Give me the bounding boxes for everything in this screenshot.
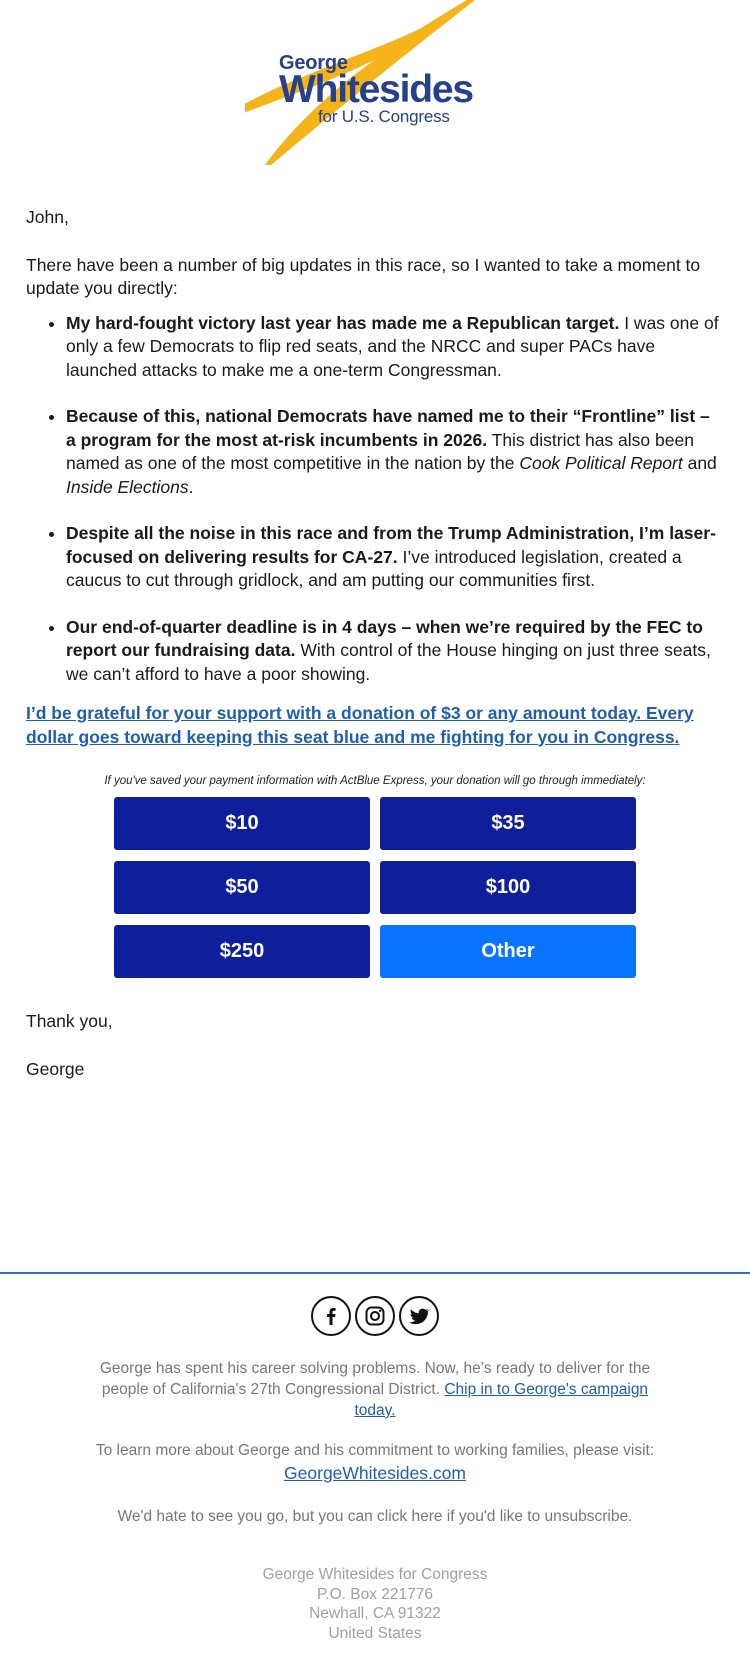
bullet-bold: Our end-of-quarter deadline is in 4 days – when we’re required by the FEC to report our fundraising data. <box>66 616 703 660</box>
donate-10-button[interactable]: $10 <box>114 797 370 850</box>
bullet-bold: Despite all the noise in this race and from the Trump Administration, I’m laser-focused on delivering results for CA-27. <box>66 523 716 567</box>
chip-in-link[interactable]: Chip in to George's campaign today. <box>354 1381 649 1419</box>
bullet-text: . <box>188 476 194 497</box>
intro-paragraph: There have been a number of big updates in this race, so I wanted to take a moment to update you directly: <box>26 254 701 298</box>
bullet-text: With control of the House hinging on just three seats, we can’t afford to have a poor showing. <box>66 640 711 684</box>
donation-buttons <box>114 797 636 978</box>
bullet-text: I’ve introduced legislation, created a caucus to cut through gridlock, and am putting our communities first. <box>66 546 682 590</box>
publication-name: Inside Elections <box>66 476 189 497</box>
logo-last-name: Whitesides <box>279 68 473 111</box>
donate-250-button[interactable]: $250 <box>114 925 370 978</box>
donate-other-button[interactable]: Other <box>380 925 636 978</box>
donate-cta-link[interactable]: I’d be grateful for your support with a donation of $3 or any amount today. Every dollar goes toward keeping this seat blue and me fighting for you in Congress. <box>26 703 694 747</box>
bullet-text: and <box>682 453 717 473</box>
facebook-icon[interactable] <box>311 1296 351 1336</box>
list-item <box>66 405 724 499</box>
address-line: United States <box>328 1624 422 1642</box>
bullet-bold: Because of this, national Democrats have named me to their “Frontline” list – a program for the most at-risk incumbents in 2026. <box>66 406 710 450</box>
footer-about <box>85 1358 665 1421</box>
donate-35-button[interactable]: $35 <box>380 797 636 850</box>
donate-100-button[interactable]: $100 <box>380 861 636 914</box>
footer-learn-more-text: To learn more about George and his commitment to working families, please visit: <box>95 1442 655 1459</box>
list-item <box>66 522 724 593</box>
donate-50-button[interactable]: $50 <box>114 861 370 914</box>
campaign-logo <box>0 0 750 180</box>
actblue-express-note: If you've saved your payment information with ActBlue Express, your donation will go through immediately: <box>104 775 646 787</box>
greeting: John, <box>26 207 69 227</box>
website-link[interactable]: GeorgeWhitesides.com <box>284 1463 466 1483</box>
mailing-address <box>0 1565 750 1643</box>
address-line: Newhall, CA 91322 <box>309 1605 441 1622</box>
signature: George <box>26 1058 85 1079</box>
unsubscribe-text[interactable]: We'd hate to see you go, but you can click here if you'd like to unsubscribe. <box>117 1508 633 1525</box>
list-item <box>66 616 724 687</box>
instagram-icon[interactable] <box>355 1296 395 1336</box>
email-footer <box>0 1272 750 1643</box>
logo-first-name: George <box>279 52 348 74</box>
bullet-bold: My hard-fought victory last year has made me a Republican target. <box>66 312 620 333</box>
logo-tagline: for U.S. Congress <box>318 107 450 126</box>
address-line: P.O. Box 221776 <box>316 1585 434 1603</box>
bullet-text: This district has also been named as one of the most competitive in the nation by the <box>66 429 694 473</box>
bullet-text: I was one of only a few Democrats to flip red seats, and the NRCC and super PACs have launched attacks to make me a one-term Congressman. <box>66 312 719 380</box>
address-line: George Whitesides for Congress <box>262 1566 488 1583</box>
twitter-icon[interactable] <box>399 1296 439 1336</box>
social-links <box>0 1296 750 1336</box>
footer-about-text: George has spent his career solving problems. Now, he’s ready to deliver for the people of California's 27th Congressional District. <box>99 1360 651 1398</box>
publication-name: Cook Political Report <box>519 453 683 473</box>
thanks-line: Thank you, <box>26 1011 113 1031</box>
message-content <box>0 206 750 749</box>
closing <box>0 1010 750 1081</box>
update-list <box>26 312 724 687</box>
list-item <box>66 312 724 383</box>
footer-learn-more <box>85 1440 665 1485</box>
